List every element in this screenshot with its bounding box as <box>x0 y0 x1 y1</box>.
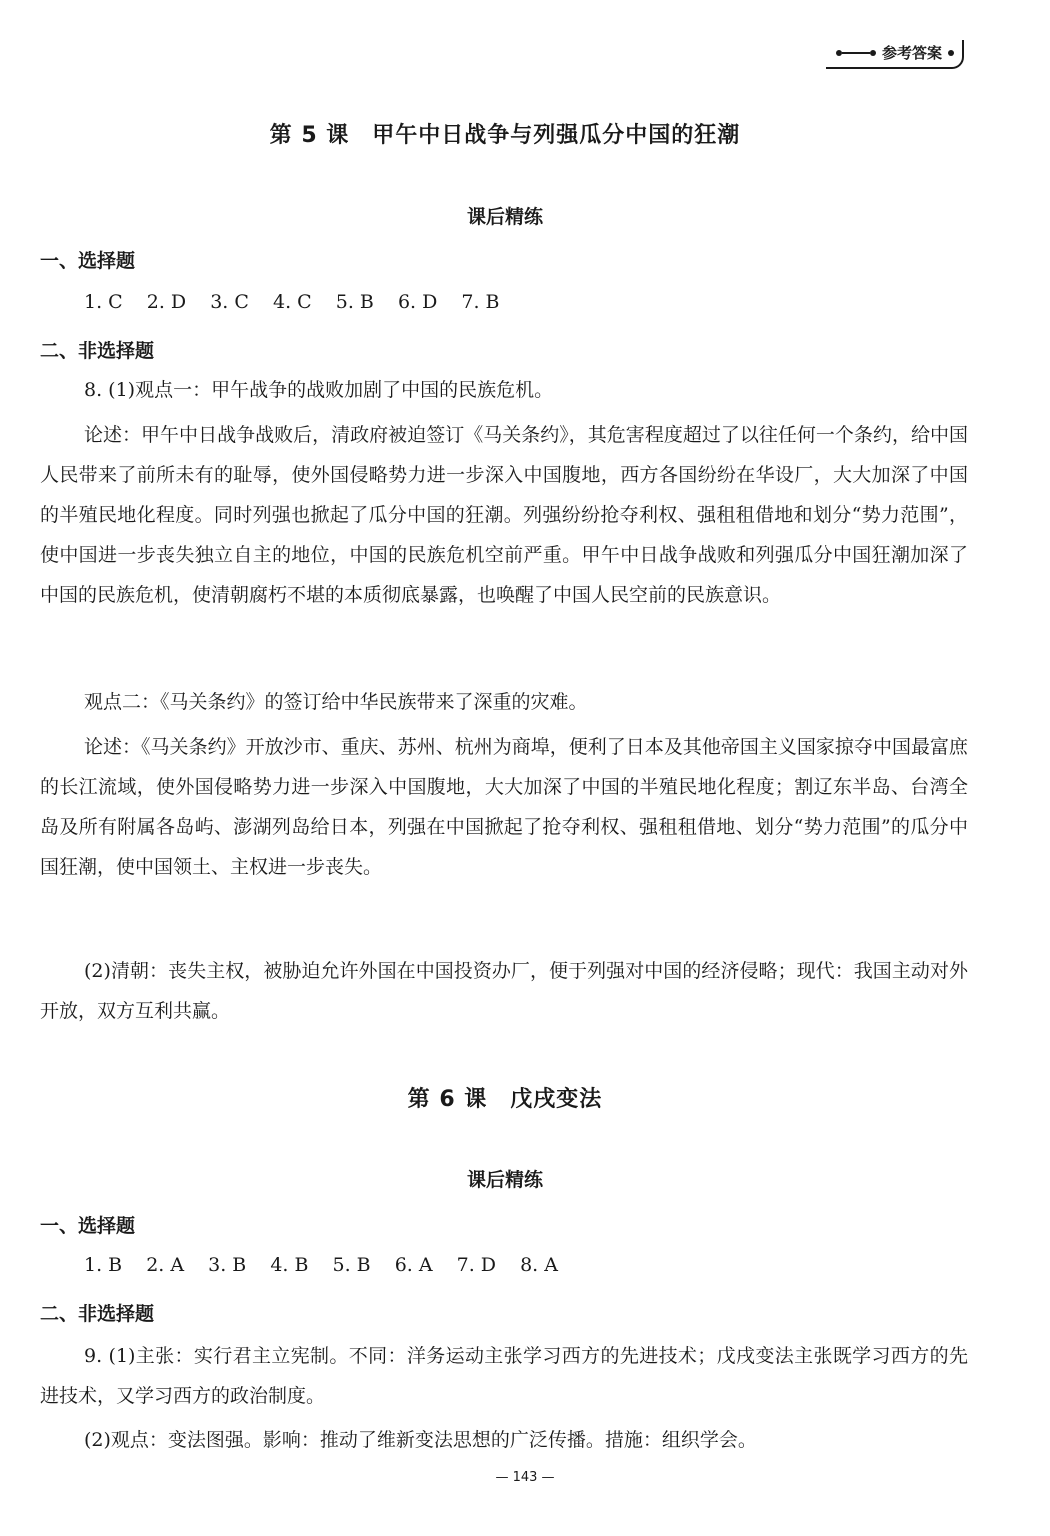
answer-item: 8. A <box>520 1254 558 1276</box>
answer-item: 3. C <box>210 291 249 313</box>
lesson5-answer-list <box>84 291 518 313</box>
lesson5-section-choice: 一、选择题 <box>40 250 136 272</box>
answer-item: 4. C <box>272 291 312 313</box>
answer-item: 2. D <box>146 291 187 313</box>
answer-item: 6. D <box>397 291 438 313</box>
q8-argument2: 论述：《马关条约》开放沙市、重庆、苏州、杭州为商埠，便利了日本及其他帝国主义国家掠夺中国最富庶的长江流域，使外国侵略势力进一步深入中国腹地，大大加深了中国的半殖民地化程度；割辽东半岛、台湾全岛及所有附属各岛屿、澎湖列岛给日本，列强在中国掀起了抢夺利权、强租租借地、划分“势力范围”的瓜分中国狂潮，使中国领土、主权进一步丧失。 <box>40 736 968 878</box>
lesson6-section-choice: 一、选择题 <box>40 1215 136 1237</box>
answer-item: 5. B <box>332 1254 371 1276</box>
page-number: — 143 — <box>495 1470 555 1485</box>
answer-item: 1. C <box>84 291 123 313</box>
decor-dots-icon <box>836 50 876 56</box>
answer-item: 2. A <box>146 1254 185 1276</box>
answer-item: 7. D <box>456 1254 497 1276</box>
answer-item: 7. B <box>461 291 500 313</box>
answer-key-header <box>826 40 964 69</box>
q9-part1: 9. (1)主张：实行君主立宪制。不同：洋务运动主张学习西方的先进技术；戊戌变法主张既学习西方的先进技术，又学习西方的政治制度。 <box>40 1345 968 1407</box>
lesson6-answer-list <box>84 1254 576 1276</box>
header-label: 参考答案 <box>881 44 942 62</box>
lesson5-section-nonchoice: 二、非选择题 <box>40 340 155 362</box>
lesson6-title: 第 6 课 戊戌变法 <box>407 1087 603 1112</box>
q8-viewpoint1: 8. (1)观点一：甲午战争的战败加剧了中国的民族危机。 <box>84 379 554 401</box>
q8-part2: (2)清朝：丧失主权，被胁迫允许外国在中国投资办厂，便于列强对中国的经济侵略；现代：我国主动对外开放，双方互利共赢。 <box>40 960 968 1022</box>
q8-viewpoint2: 观点二：《马关条约》的签订给中华民族带来了深重的灾难。 <box>84 691 588 713</box>
q8-argument1: 论述：甲午中日战争战败后，清政府被迫签订《马关条约》，其危害程度超过了以往任何一个条约，给中国人民带来了前所未有的耻辱，使外国侵略势力进一步深入中国腹地，西方各国纷纷在华设厂，大大加深了中国的半殖民地化程度。同时列强也掀起了瓜分中国的狂潮。列强纷纷抢夺利权、强租租借地和划分“势力范围”，使中国进一步丧失独立自主的地位，中国的民族危机空前严重。甲午中日战争战败和列强瓜分中国狂潮加深了中国的民族危机，使清朝腐朽不堪的本质彻底暴露，也唤醒了中国人民空前的民族意识。 <box>40 424 968 606</box>
lesson6-subtitle: 课后精练 <box>466 1169 543 1191</box>
answer-item: 3. B <box>208 1254 247 1276</box>
answer-item: 6. A <box>394 1254 433 1276</box>
decor-dot-icon <box>948 50 954 56</box>
answer-item: 1. B <box>84 1254 123 1276</box>
answer-item: 5. B <box>335 291 374 313</box>
q9-part2: (2)观点：变法图强。影响：推动了维新变法思想的广泛传播。措施：组织学会。 <box>84 1429 757 1451</box>
lesson6-section-nonchoice: 二、非选择题 <box>40 1303 155 1325</box>
lesson5-subtitle: 课后精练 <box>466 206 543 228</box>
answer-item: 4. B <box>270 1254 309 1276</box>
lesson5-title: 第 5 课 甲午中日战争与列强瓜分中国的狂潮 <box>269 123 741 148</box>
